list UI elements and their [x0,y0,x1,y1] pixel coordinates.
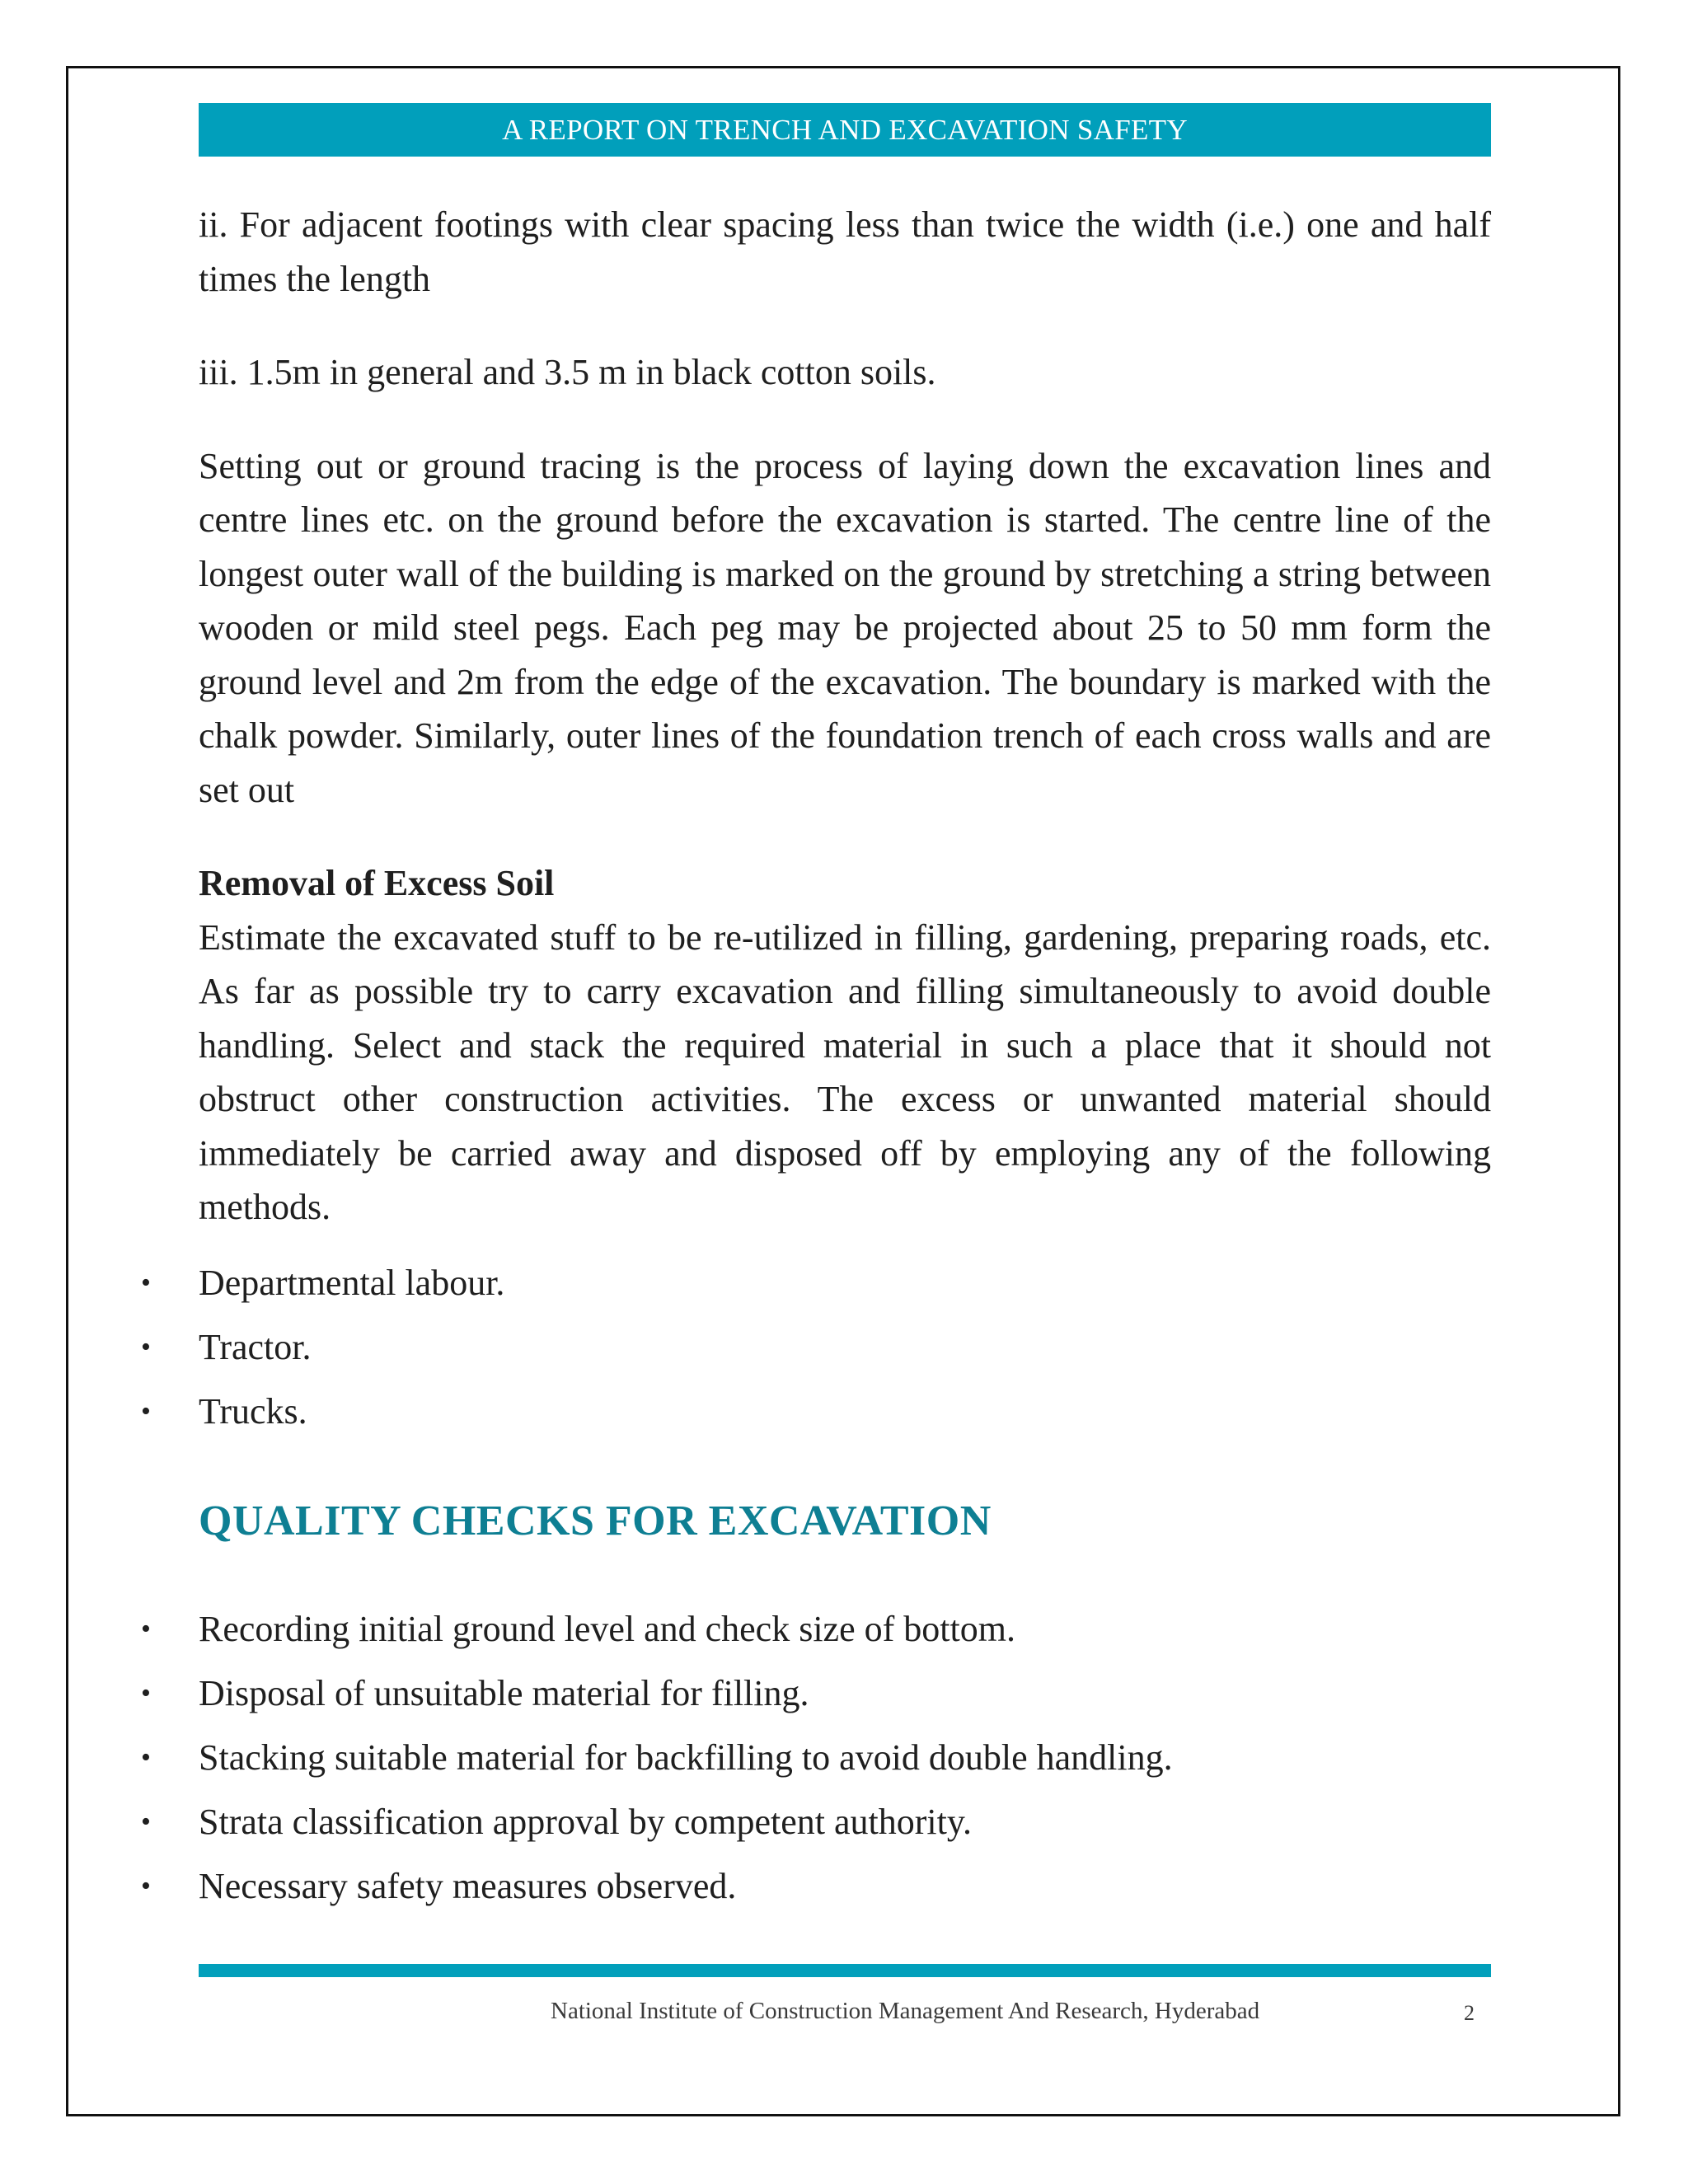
list-item: • Necessary safety measures observed. [199,1854,1491,1919]
list-item: • Tractor. [199,1315,1491,1380]
footer-rule [199,1964,1491,1977]
setting-out-paragraph: Setting out or ground tracing is the process of laying down the excavation lines and centre lines etc. on the ground before the excavation is started. The centre line of the longest outer wall of the building is marked on the ground by stretching a string between wooden or mild steel pegs. Each peg may be projected about 25 to 50 mm form the ground level and 2m from the edge of the excavation. The boundary is marked with the chalk powder. Similarly, outer lines of the foundation trench of each cross walls and are set out [199,445,1491,810]
removal-heading: Removal of Excess Soil [199,863,555,903]
list-item: • Recording initial ground level and check size of bottom. [199,1597,1491,1661]
page-content [141,198,1491,1919]
list-item: • Disposal of unsuitable material for filling. [199,1661,1491,1726]
disposal-methods-list [141,1251,1491,1444]
bullet-icon: • [141,1741,151,1773]
quality-checks-list [141,1597,1491,1919]
list-item: • Strata classification approval by competent authority. [199,1790,1491,1854]
page-number: 2 [1464,2001,1475,2025]
bullet-icon: • [141,1613,151,1644]
bullet-icon: • [141,1870,151,1901]
item-iii: iii. 1.5m in general and 3.5 m in black cotton soils. [199,352,936,392]
list-item: • Departmental labour. [199,1251,1491,1315]
bullet-icon: • [141,1677,151,1708]
bullet-icon: • [141,1806,151,1837]
item-ii: ii. For adjacent footings with clear spacing less than twice the width (i.e.) one and half times the length [199,204,1491,299]
quality-checks-heading: QUALITY CHECKS FOR EXCAVATION [199,1497,992,1544]
list-item: • Trucks. [199,1380,1491,1444]
footer-institute: National Institute of Construction Management And Research, Hyderabad [551,1998,1260,2024]
list-item: • Stacking suitable material for backfilling to avoid double handling. [199,1726,1491,1790]
bullet-icon: • [141,1331,151,1362]
bullet-icon: • [141,1395,151,1427]
report-header: A REPORT ON TRENCH AND EXCAVATION SAFETY [199,103,1491,157]
bullet-icon: • [141,1267,151,1298]
removal-paragraph: Estimate the excavated stuff to be re-utilized in filling, gardening, preparing roads, etc. As far as possible try to carry excavation and filling simultaneously to avoid double handling. Select and stack the required material in such a place that it should not obstruct other construction activities. The excess or unwanted material should immediately be carried away and disposed off by employing any of the following methods. [199,916,1491,1227]
